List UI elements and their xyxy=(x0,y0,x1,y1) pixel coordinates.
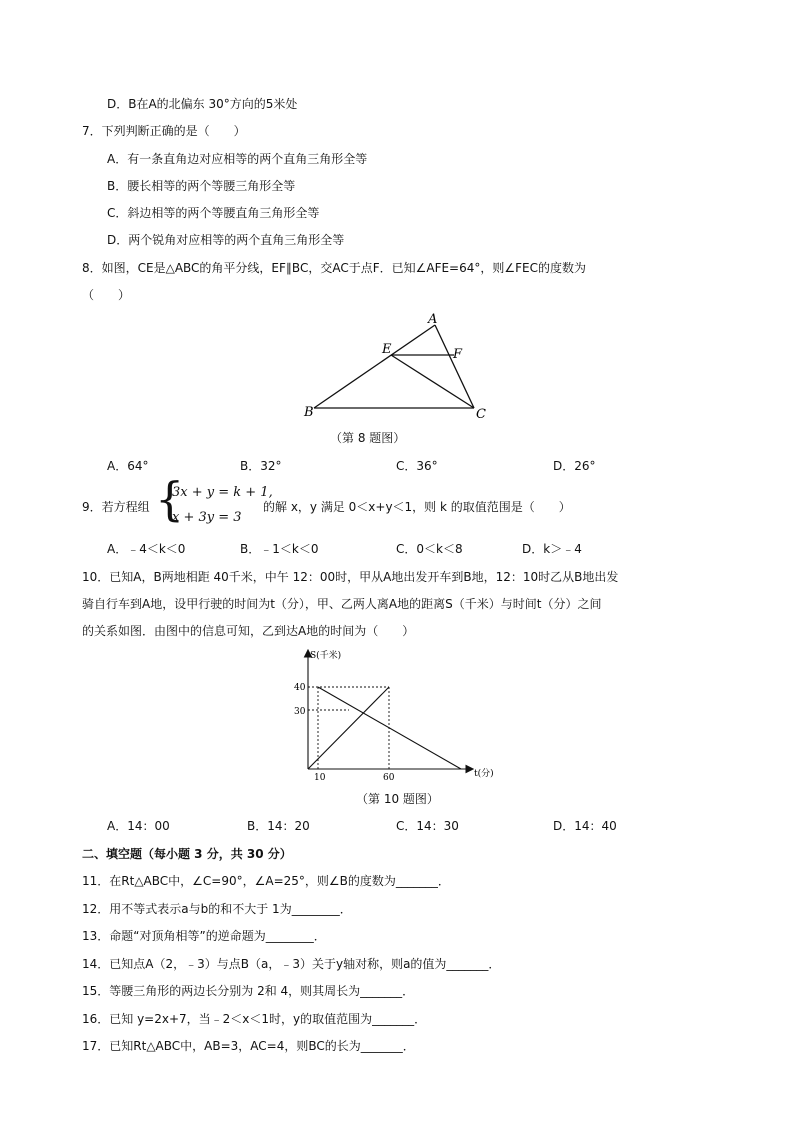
q8-option-b: B．32° xyxy=(240,459,282,473)
q13: 13．命题“对顶角相等”的逆命题为________． xyxy=(82,929,326,943)
q8-answer-bracket: （ ） xyxy=(82,288,131,302)
q9-option-b: B．﹣1＜k＜0 xyxy=(240,542,319,556)
q10-option-a: A．14：00 xyxy=(107,819,170,833)
equation-system-brace: { xyxy=(155,472,185,526)
y-axis-label: S(千米) xyxy=(310,651,342,661)
q6-option-d: D．B在A的北偏东 30°方向的5米处 xyxy=(107,97,298,111)
x-tick-10: 10 xyxy=(314,773,326,783)
segment-ba xyxy=(314,325,435,408)
figure-8-triangle xyxy=(296,308,496,426)
figure-8-caption: （第 8 题图） xyxy=(330,431,406,445)
q10-stem-line-3: 的关系如图．由图中的信息可知，乙到达A地的时间为（ ） xyxy=(82,624,415,638)
q9-option-a: A．﹣4＜k＜0 xyxy=(107,542,186,556)
label-c: C xyxy=(476,407,486,422)
q7-stem: 7．下列判断正确的是（ ） xyxy=(82,124,246,138)
section-2-heading: 二、填空题（每小题 3 分，共 30 分） xyxy=(82,847,292,861)
label-f: F xyxy=(453,347,463,362)
q9-stem-prefix: 9．若方程组 xyxy=(82,500,150,514)
q12: 12．用不等式表示a与b的和不大于 1为________． xyxy=(82,902,352,916)
q9-equation-2: x + 3y = 3 xyxy=(172,510,242,525)
label-e: E xyxy=(382,342,392,357)
line-yi xyxy=(318,687,461,769)
figure-10-caption: （第 10 题图） xyxy=(356,792,439,806)
q7-option-a: A．有一条直角边对应相等的两个直角三角形全等 xyxy=(107,152,368,166)
q10-option-d: D．14：40 xyxy=(553,819,617,833)
y-tick-40: 40 xyxy=(294,683,306,693)
q7-option-c: C．斜边相等的两个等腰直角三角形全等 xyxy=(107,206,320,220)
line-jia xyxy=(308,687,389,769)
q9-option-c: C．0＜k＜8 xyxy=(396,542,463,556)
q10-stem-line-1: 10．已知A，B两地相距 40千米，中午 12：00时，甲从A地出发开车到B地，12：10时乙从B地出发 xyxy=(82,570,619,584)
q15: 15．等腰三角形的两边长分别为 2和 4，则其周长为_______． xyxy=(82,984,415,998)
label-b: B xyxy=(304,405,314,420)
q7-option-b: B．腰长相等的两个等腰三角形全等 xyxy=(107,179,296,193)
q9-option-d: D．k＞﹣4 xyxy=(522,542,582,556)
q10-option-c: C．14：30 xyxy=(396,819,459,833)
q9-equation-1: 3x + y = k + 1, xyxy=(172,485,273,500)
x-tick-60: 60 xyxy=(383,773,395,783)
q7-option-d: D．两个锐角对应相等的两个直角三角形全等 xyxy=(107,233,345,247)
label-a: A xyxy=(428,312,438,327)
q17: 17．已知Rt△ABC中，AB=3，AC=4，则BC的长为_______． xyxy=(82,1039,415,1053)
q8-option-d: D．26° xyxy=(553,459,596,473)
x-axis-label: t(分) xyxy=(474,769,494,779)
figure-10-distance-time-graph xyxy=(286,645,506,787)
q8-option-a: A．64° xyxy=(107,459,149,473)
q10-option-b: B．14：20 xyxy=(247,819,310,833)
q16: 16．已知 y=2x+7，当﹣2＜x＜1时，y的取值范围为_______． xyxy=(82,1012,427,1026)
q10-stem-line-2: 骑自行车到A地，设甲行驶的时间为t（分），甲、乙两人离A地的距离S（千米）与时间t（分）之间 xyxy=(82,597,602,611)
q14: 14．已知点A（2，﹣3）与点B（a，﹣3）关于y轴对称，则a的值为_______． xyxy=(82,957,501,971)
q9-stem-suffix: 的解 x，y 满足 0＜x+y＜1，则 k 的取值范围是（ ） xyxy=(263,500,571,514)
q8-stem: 8．如图，CE是△ABC的角平分线，EF∥BC，交AC于点F．已知∠AFE=64°，则∠FEC的度数为 xyxy=(82,261,586,275)
q8-option-c: C．36° xyxy=(396,459,438,473)
y-tick-30: 30 xyxy=(294,707,306,717)
q11: 11．在Rt△ABC中，∠C=90°，∠A=25°，则∠B的度数为_______． xyxy=(82,874,450,888)
